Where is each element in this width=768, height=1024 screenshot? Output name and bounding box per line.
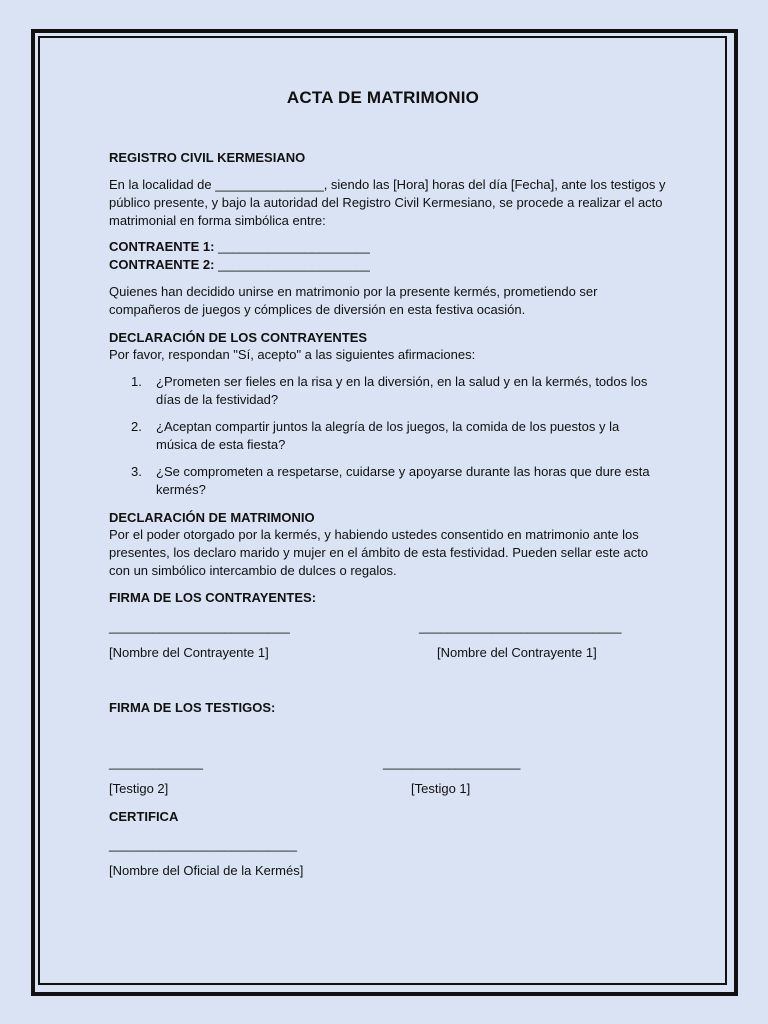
declaration-heading: DECLARACIÓN DE LOS CONTRAYENTES [109,330,368,345]
witness-name-left: [Testigo 2] [109,781,169,796]
contrayente-name-left: [Nombre del Contrayente 1] [109,645,269,660]
contrayente-1-line: _____________________ [214,239,370,254]
union-paragraph: Quienes han decidido unirse en matrimonio por la presente kermés, prometiendo ser compañeros de juegos y cómplices de diversión en esta festiva ocasión. [109,284,598,317]
witness-name-right: [Testigo 1] [411,781,471,796]
official-signature-line: __________________________ [109,837,297,852]
contrayente-2-label: CONTRAENTE 2: [109,257,215,272]
sign-contrayentes-heading: FIRMA DE LOS CONTRAYENTES: [109,590,317,605]
contrayente-1-label: CONTRAENTE 1: [109,239,215,254]
contrayente-2-row [109,256,370,274]
witness-line-left: _____________ [109,755,203,770]
question-text: ¿Prometen ser fieles en la risa y en la diversión, en la salud y en la kermés, todos los días de la festividad? [156,374,648,407]
question-text: ¿Aceptan compartir juntos la alegría de los juegos, la comida de los puestos y la música de esta fiesta? [156,419,620,452]
question-number: 3. [131,464,142,479]
certifica-heading: CERTIFICA [109,809,179,824]
intro-paragraph: En la localidad de _______________, siendo las [Hora] horas del día [Fecha], ante los testigos y público presente, y bajo la autoridad del Registro Civil Kermesiano, se procede a realizar el acto matrimonial en forma simbólica entre: [109,177,666,228]
declaration-prompt: Por favor, respondan "Sí, acepto" a las siguientes afirmaciones: [109,347,476,362]
contrayente-2-line: _____________________ [214,257,370,272]
sign-testigos-heading: FIRMA DE LOS TESTIGOS: [109,700,276,715]
official-name: [Nombre del Oficial de la Kermés] [109,863,304,878]
marriage-heading: DECLARACIÓN DE MATRIMONIO [109,510,315,525]
question-text: ¿Se comprometen a respetarse, cuidarse y apoyarse durante las horas que dure esta kermés? [156,464,650,497]
marriage-paragraph: Por el poder otorgado por la kermés, y habiendo ustedes consentido en matrimonio ante los presentes, los declaro marido y mujer en el ámbito de esta festividad. Pueden sellar este acto con un simbólico intercambio de dulces o regalos. [109,527,649,578]
question-number: 1. [131,374,142,389]
witness-line-right: ___________________ [383,755,521,770]
contrayente-1-row [109,238,370,256]
question-number: 2. [131,419,142,434]
signature-line-right: ____________________________ [419,619,622,634]
document-title: ACTA DE MATRIMONIO [286,88,480,107]
signature-line-left: _________________________ [109,619,290,634]
contrayente-name-right: [Nombre del Contrayente 1] [437,645,597,660]
registry-heading: REGISTRO CIVIL KERMESIANO [109,150,306,165]
